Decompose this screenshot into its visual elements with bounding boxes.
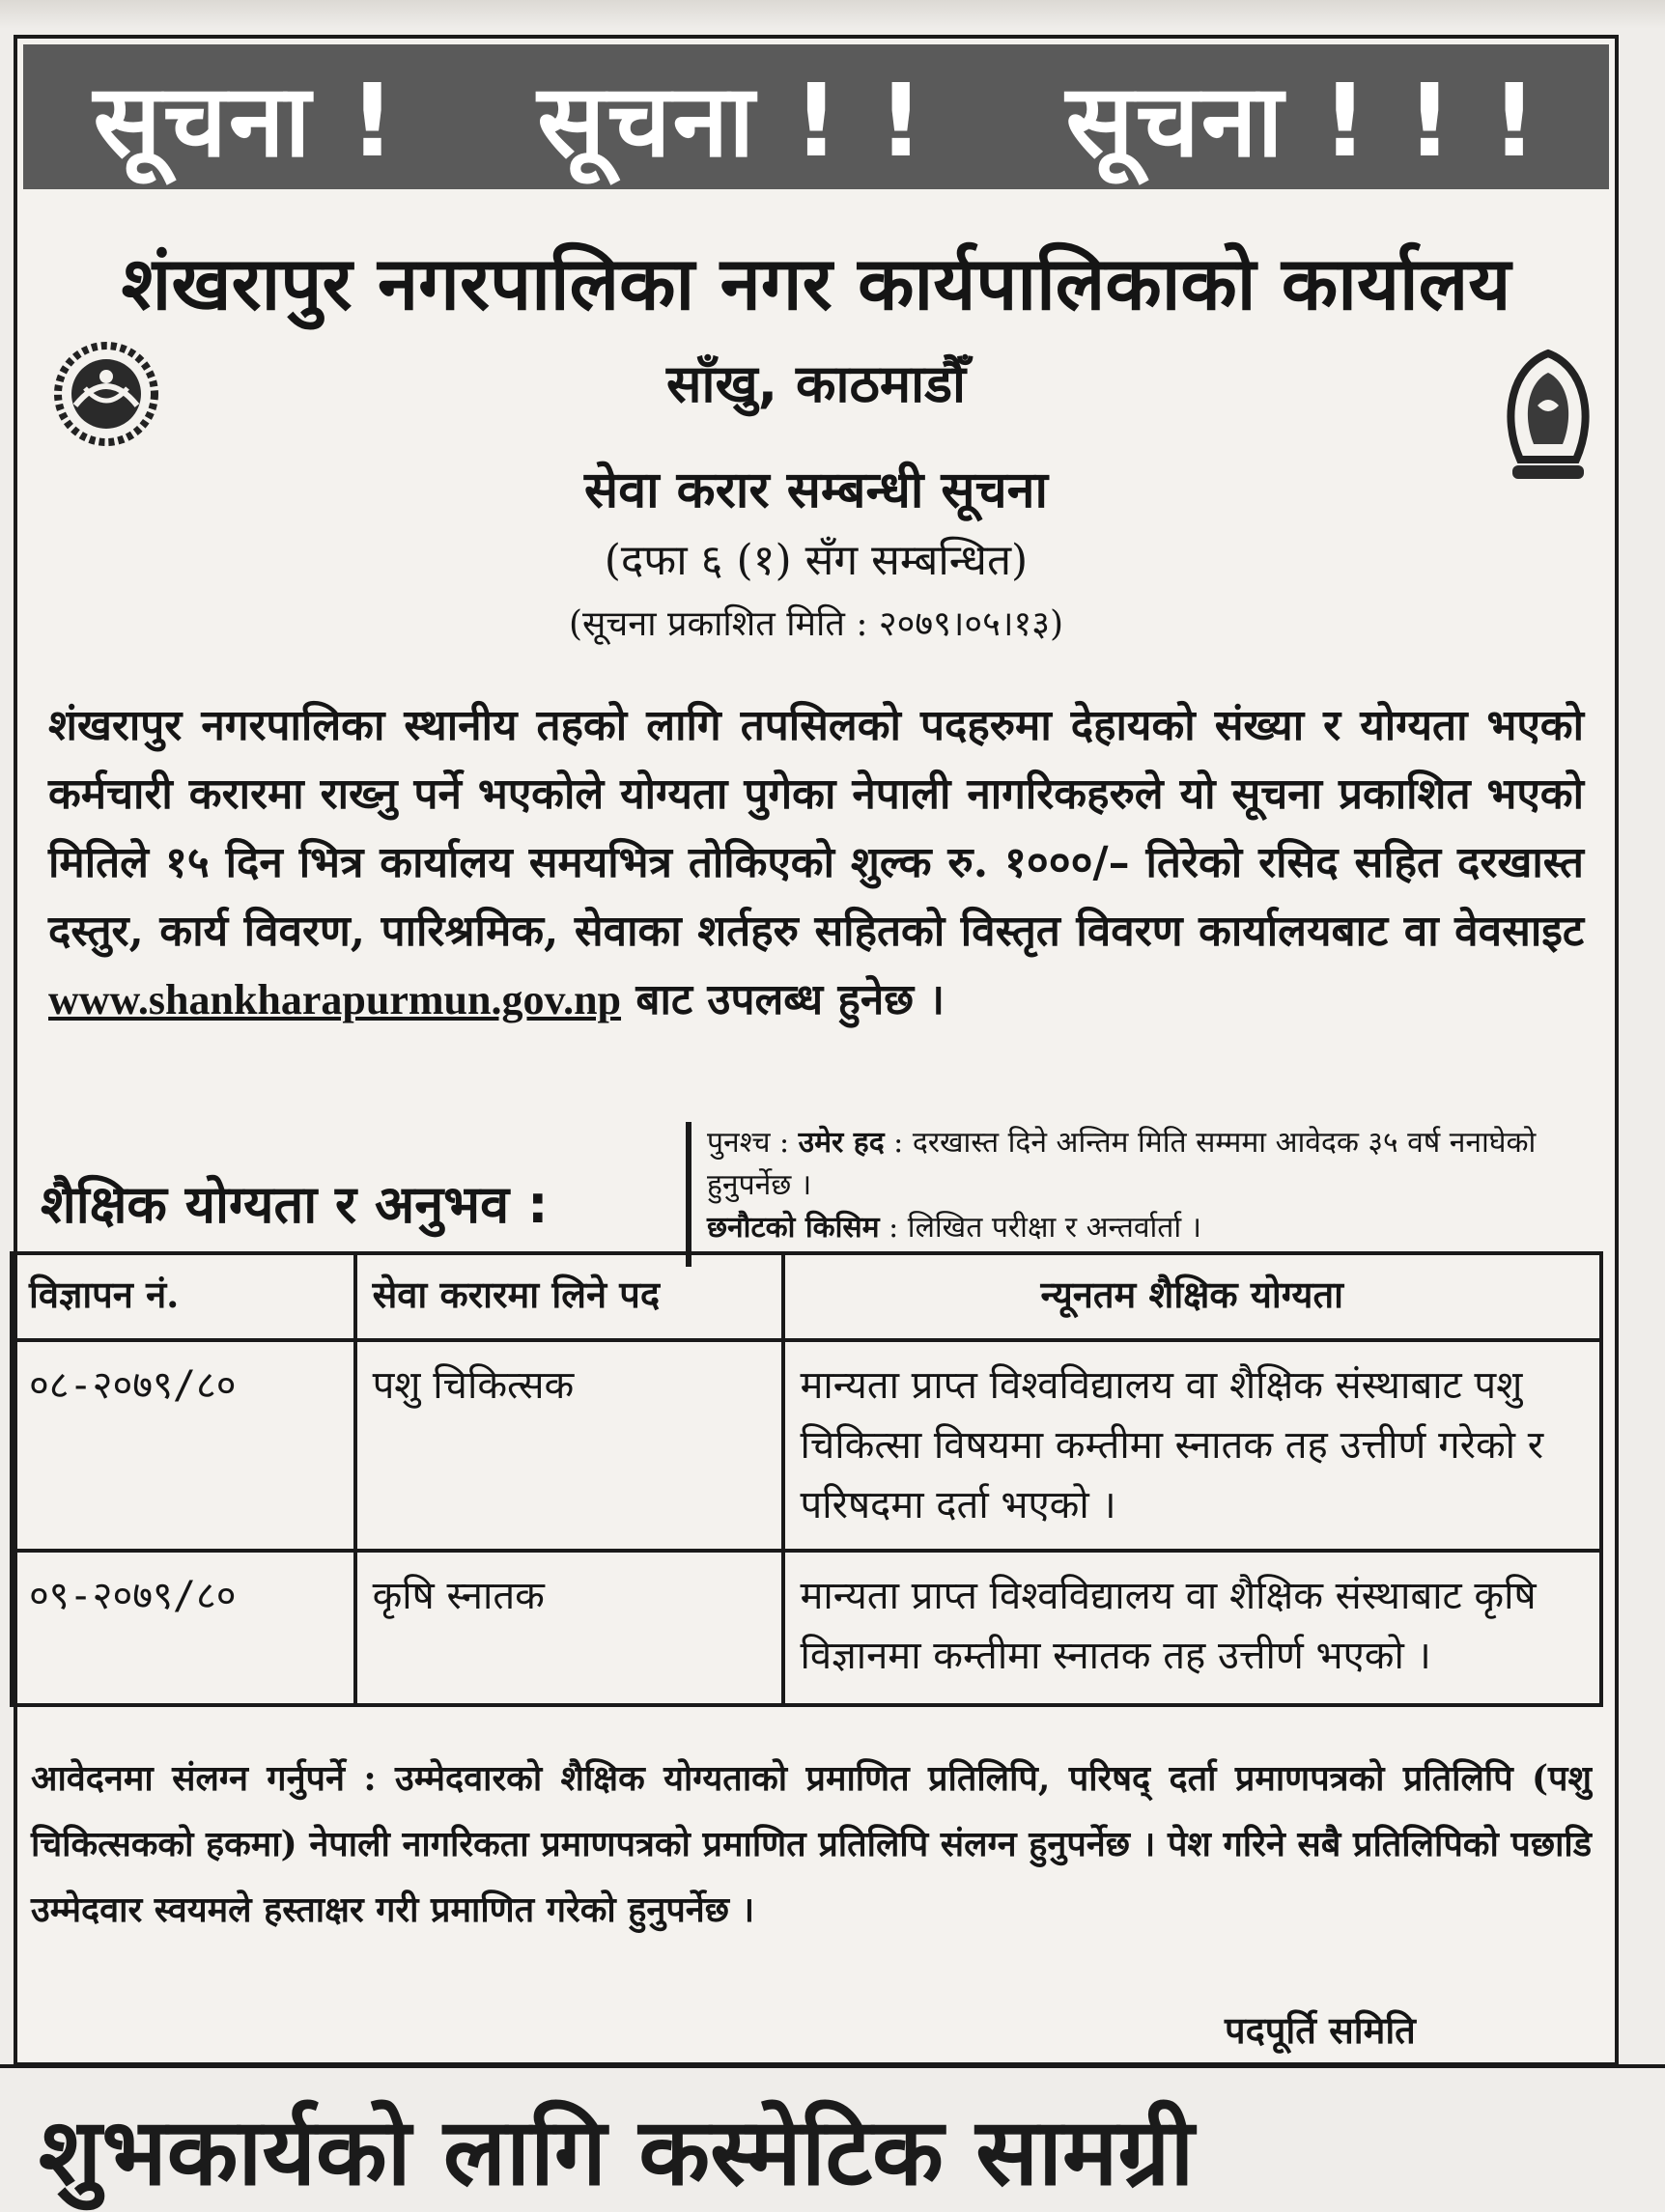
next-advertisement-strip [0,2064,1665,2206]
next-advertisement-title: शुभकार्यको लागि कस्मेटिक सामग्री [39,2098,1195,2206]
column-header-qualification: न्यूनतम शैक्षिक योग्यता [783,1253,1602,1340]
notice-banner [23,44,1609,189]
committee-signature: पदपूर्ति समिति [1225,2008,1416,2052]
postscript-age-limit [707,1122,1611,1207]
qualification-table [10,1251,1603,1707]
office-name: शंखरापुर नगरपालिका नगर कार्यपालिकाको कार्यालय [121,240,1511,326]
table-row [12,1551,1601,1705]
postscript-selection-type [707,1207,1611,1249]
age-limit-text: : दरखास्त दिने अन्तिम मिति सम्ममा आवेदक ३५ वर्ष ननाघेको हुनुपर्नेछ । [707,1126,1537,1202]
postscript-box [686,1122,1611,1267]
page-top-strip [0,0,1665,29]
banner-item-1: सूचना ! [93,61,398,180]
adv-no-cell: ०९-२०७९/८० [12,1551,355,1705]
office-location: साँखु, काठमाडौँ [666,353,966,414]
post-cell: कृषि स्नातक [355,1551,783,1705]
notice-box [14,35,1619,2066]
selection-type-label: छनौटको किसिम [707,1211,880,1245]
post-cell: पशु चिकित्सक [355,1340,783,1551]
qualification-cell: मान्यता प्राप्त विश्वविद्यालय वा शैक्षिक संस्थाबाट कृषि विज्ञानमा कम्तीमा स्नातक तह उत्तीर्ण भएको । [783,1551,1602,1705]
banner-item-3: सूचना ! ! ! [1065,61,1539,180]
table-header-row [12,1253,1601,1340]
qualification-heading: शैक्षिक योग्यता र अनुभव : [41,1174,549,1235]
notice-publish-date: (सूचना प्रकाशित मिति : २०७९।०५।१३) [568,604,1064,644]
attachments-paragraph: आवेदनमा संलग्न गर्नुपर्ने : उम्मेदवारको शैक्षिक योग्यताको प्रमाणित प्रतिलिपि, परिषद् दर्ता प्रमाणपत्रको प्रतिलिपि (पशु चिकित्सकको हकमा) नेपाली नागरिकता प्रमाणपत्रको प्रमाणित प्रतिलिपि संलग्न हुनुपर्नेछ । पेश गरिने सबै प्रतिलिपिको पछाडि उम्मेदवार स्वयमले हस्ताक्षर गरी प्रमाणित गरेको हुनुपर्नेछ । [31,1758,1592,1930]
age-limit-label: उमेर हद [798,1126,885,1160]
website-link[interactable]: www.shankharapurmun.gov.np [48,976,622,1023]
column-header-adv-no: विज्ञापन नं. [12,1253,355,1340]
table-row [12,1340,1601,1551]
notice-body-paragraph [48,691,1584,1034]
body-text-end: बाट उपलब्ध हुनेछ । [621,975,945,1024]
selection-type-text: : लिखित परीक्षा र अन्तर्वार्ता । [879,1211,1202,1245]
body-text: शंखरापुर नगरपालिका स्थानीय तहको लागि तपसिलको पदहरुमा देहायको संख्या र योग्यता भएको कर्मचारी करारमा राख्नु पर्ने भएकोले योग्यता पुगेका नेपाली नागरिकहरुले यो सूचना प्रकाशित भएको मितिले १५ दिन भित्र कार्यालय समयभित्र तोकिएको शुल्क रु. १०००/– तिरेको रसिद सहित दरखास्त दस्तुर, कार्य विवरण, पारिश्रमिक, सेवाका शर्तहरु सहितको विस्तृत विवरण कार्यालयबाट वा वेवसाइट [48,701,1584,956]
notice-clause: (दफा ६ (१) सँग सम्बन्धित) [604,536,1029,585]
adv-no-cell: ०८-२०७९/८० [12,1340,355,1551]
qualification-cell: मान्यता प्राप्त विश्वविद्यालय वा शैक्षिक संस्थाबाट पशु चिकित्सा विषयमा कम्तीमा स्नातक तह उत्तीर्ण गरेको र परिषदमा दर्ता भएको । [783,1340,1602,1551]
notice-subject: सेवा करार सम्बन्धी सूचना [584,461,1048,519]
banner-item-2: सूचना ! ! [537,61,926,180]
column-header-post: सेवा करारमा लिने पद [355,1253,783,1340]
postscript-label: पुनश्च : [707,1126,799,1160]
